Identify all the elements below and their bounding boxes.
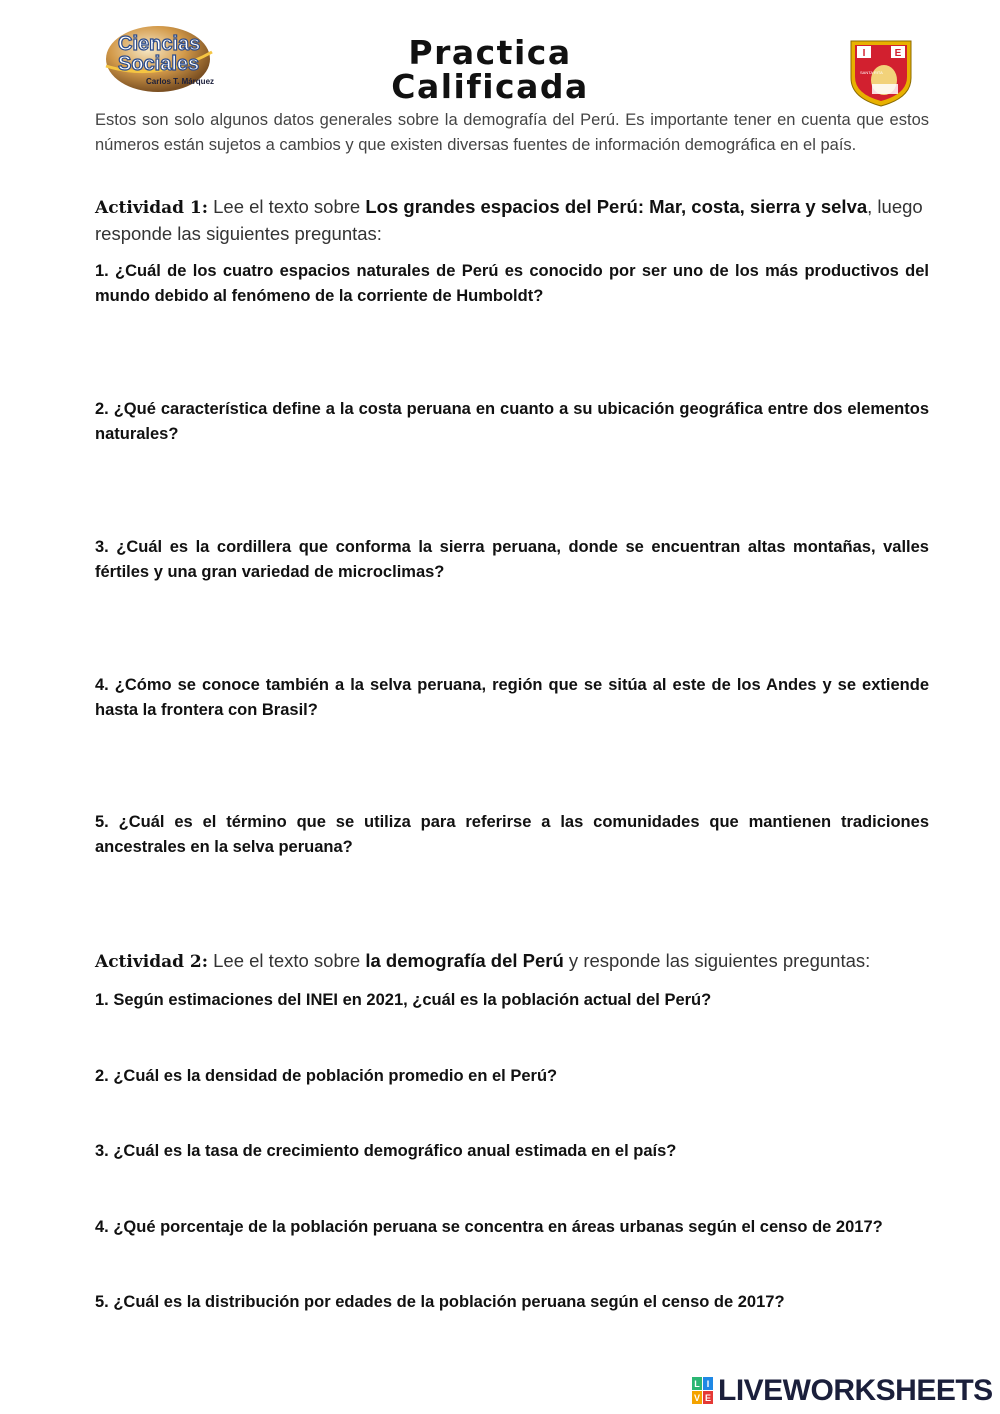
activity-2-topic: la demografía del Perú: [365, 950, 564, 971]
logo-word-2: Sociales: [118, 53, 200, 75]
shield-letter-i: I: [862, 48, 866, 59]
activity-2-question-5: 5. ¿Cuál es la distribución por edades de la población peruana según el censo de 2017?: [95, 1293, 785, 1311]
live-badge-icon: [692, 1377, 714, 1405]
activity-2-question-3: 3. ¿Cuál es la tasa de crecimiento demográfico anual estimada en el país?: [95, 1142, 677, 1160]
logo-word-1: Ciencias: [118, 33, 201, 55]
activity-1-question-5: 5. ¿Cuál es el término que se utiliza para referirse a las comunidades que mantienen tradiciones ancestrales en la selva peruana?: [95, 813, 929, 856]
activity-1-topic: Los grandes espacios del Perú: Mar, costa, sierra y selva: [365, 196, 868, 217]
badge-letter-l: L: [694, 1379, 700, 1389]
badge-letter-e: E: [704, 1393, 712, 1403]
shield-motto: SANTA RITA: [860, 70, 883, 75]
activity-1-question-2: 2. ¿Qué característica define a la costa peruana en cuanto a su ubicación geográfica entre dos elementos naturales?: [95, 400, 929, 443]
liveworksheets-brand: LIVEWORKSHEETS: [718, 1374, 993, 1407]
activity-1-question-1: 1. ¿Cuál de los cuatro espacios naturales de Perú es conocido por ser uno de los más productivos del mundo debido al fenómeno de la corriente de Humboldt?: [95, 262, 929, 305]
liveworksheets-logo: [692, 1374, 993, 1408]
shield-letter-e: E: [894, 48, 902, 59]
school-shield-logo: [848, 38, 914, 108]
logo-author: Carlos T. Márquez: [146, 77, 215, 86]
activity-2-question-2: 2. ¿Cuál es la densidad de población promedio en el Perú?: [95, 1067, 558, 1085]
activity-1-question-3: 3. ¿Cuál es la cordillera que conforma la sierra peruana, donde se encuentran altas montañas, valles fértiles y una gran variedad de microclimas?: [95, 538, 929, 581]
badge-letter-v: V: [693, 1393, 701, 1403]
title-line-2: Calificada: [391, 67, 589, 106]
activity-1-label: Actividad 1:: [95, 198, 208, 218]
ciencias-sociales-logo: [100, 22, 218, 94]
activity-2-heading: [95, 948, 929, 975]
page-title: [300, 33, 680, 106]
activity-2-pre: Lee el texto sobre: [208, 950, 366, 971]
activity-1-pre: Lee el texto sobre: [208, 196, 366, 217]
badge-letter-i: I: [706, 1379, 710, 1389]
activity-2-question-1: 1. Según estimaciones del INEI en 2021, ¿cuál es la población actual del Perú?: [95, 991, 712, 1009]
activity-1-question-4: 4. ¿Cómo se conoce también a la selva peruana, región que se sitúa al este de los Andes y se extiende hasta la frontera con Brasil?: [95, 676, 929, 719]
title-line-1: Practica: [408, 33, 572, 72]
activity-1-heading: [95, 194, 929, 247]
activity-2-label: Actividad 2:: [95, 952, 208, 972]
activity-2-post: y responde las siguientes preguntas:: [563, 950, 871, 971]
activity-2-question-4: 4. ¿Qué porcentaje de la población peruana se concentra en áreas urbanas según el censo de 2017?: [95, 1218, 883, 1236]
intro-paragraph: Estos son solo algunos datos generales sobre la demografía del Perú. Es importante tener en cuenta que estos números están sujetos a cambios y que existen diversas fuentes de información demográfica en el país.: [95, 111, 929, 154]
activity-1-post: , luego responde las siguientes preguntas:: [95, 196, 923, 244]
